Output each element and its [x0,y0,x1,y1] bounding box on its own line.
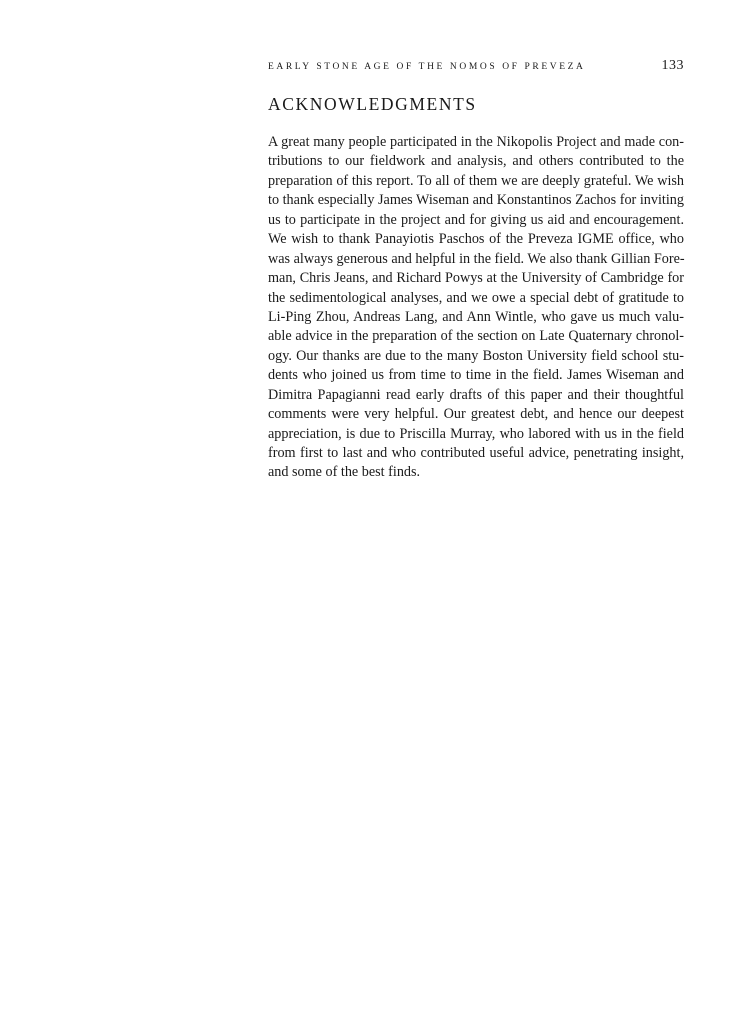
paragraph-line: the sedimentological analyses, and we owe a special debt of gratitude to [268,289,684,306]
paragraph-line: and some of the best finds. [268,464,421,481]
paragraph-line: us to participate in the project and for giving us aid and encouragement. [268,211,684,228]
paragraph-line: We wish to thank Panayiotis Paschos of the Preveza IGME office, who [268,231,684,248]
paragraph-line: comments were very helpful. Our greatest debt, and hence our deepest [268,406,684,423]
running-title: EARLY STONE AGE OF THE NOMOS OF PREVEZA [268,62,586,72]
paragraph-line: A great many people participated in the Nikopolis Project and made con- [268,134,684,150]
paragraph-line: ogy. Our thanks are due to the many Boston University field school stu- [268,347,684,364]
paragraph-line: to thank especially James Wiseman and Konstantinos Zachos for inviting [268,192,684,209]
section-heading: ACKNOWLEDGMENTS [268,94,477,114]
paragraph-line: was always generous and helpful in the field. We also thank Gillian Fore- [268,250,685,267]
paragraph-line: able advice in the preparation of the section on Late Quaternary chronol- [268,328,684,345]
acknowledgments-paragraph [268,133,684,483]
paragraph-line: Dimitra Papagianni read early drafts of this paper and their thoughtful [268,386,684,403]
paragraph-line: tributions to our fieldwork and analysis, and others contributed to the [268,153,684,170]
paragraph-line: man, Chris Jeans, and Richard Powys at the University of Cambridge for [268,270,684,287]
paragraph-line: dents who joined us from time to time in the field. James Wiseman and [268,367,684,384]
paragraph-line: Li-Ping Zhou, Andreas Lang, and Ann Wintle, who gave us much valu- [268,308,684,325]
page-number: 133 [661,58,684,73]
running-head [268,58,684,76]
paragraph-line: from first to last and who contributed useful advice, penetrating insight, [268,445,684,461]
paragraph-line: preparation of this report. To all of them we are deeply grateful. We wish [268,172,684,189]
paragraph-line: appreciation, is due to Priscilla Murray, who labored with us in the field [268,425,684,442]
